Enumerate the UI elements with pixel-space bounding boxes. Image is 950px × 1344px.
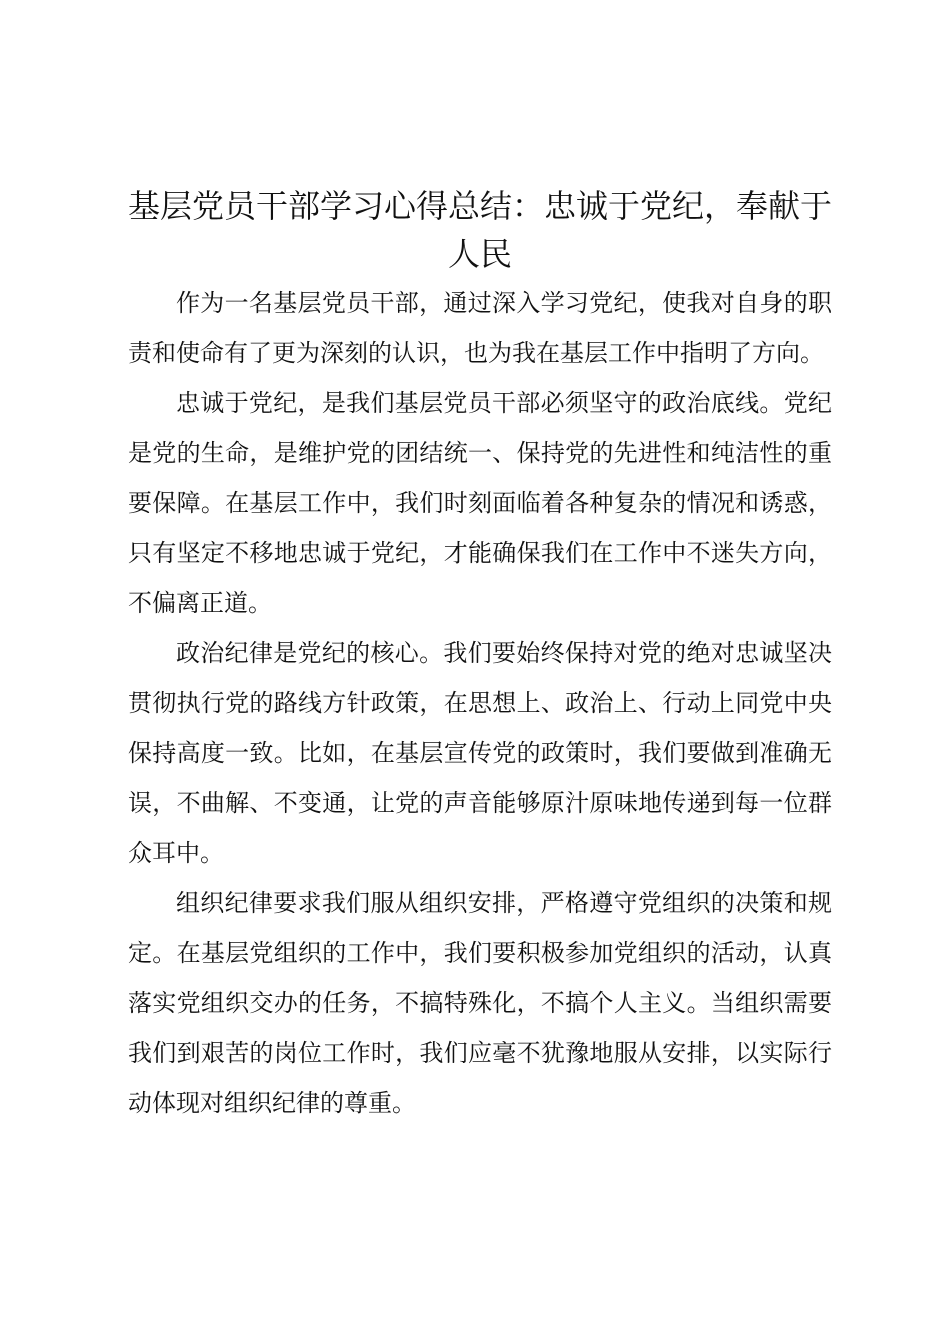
body-paragraph-4: 组织纪律要求我们服从组织安排，严格遵守党组织的决策和规定。在基层党组织的工作中，我们要积极参加党组织的活动，认真落实党组织交办的任务，不搞特殊化，不搞个人主义。当组织需要我们到艰苦的岗位工作时，我们应毫不犹豫地服从安排，以实际行动体现对组织纪律的尊重。 [128, 889, 832, 1117]
body-paragraph-1: 作为一名基层党员干部，通过深入学习党纪，使我对自身的职责和使命有了更为深刻的认识，也为我在基层工作中指明了方向。 [128, 289, 832, 367]
body-paragraph-2: 忠诚于党纪，是我们基层党员干部必须坚守的政治底线。党纪是党的生命，是维护党的团结统一、保持党的先进性和纯洁性的重要保障。在基层工作中，我们时刻面临着各种复杂的情况和诱惑，只有坚定不移地忠诚于党纪，才能确保我们在工作中不迷失方向，不偏离正道。 [128, 389, 832, 617]
document-content [128, 182, 832, 1128]
body-paragraph-3: 政治纪律是党纪的核心。我们要始终保持对党的绝对忠诚坚决贯彻执行党的路线方针政策，在思想上、政治上、行动上同党中央保持高度一致。比如，在基层宣传党的政策时，我们要做到准确无误，不曲解、不变通，让党的声音能够原汁原味地传递到每一位群众耳中。 [128, 639, 832, 867]
document-title: 基层党员干部学习心得总结：忠诚于党纪，奉献于人民 [128, 187, 833, 273]
document-body [128, 278, 832, 1128]
